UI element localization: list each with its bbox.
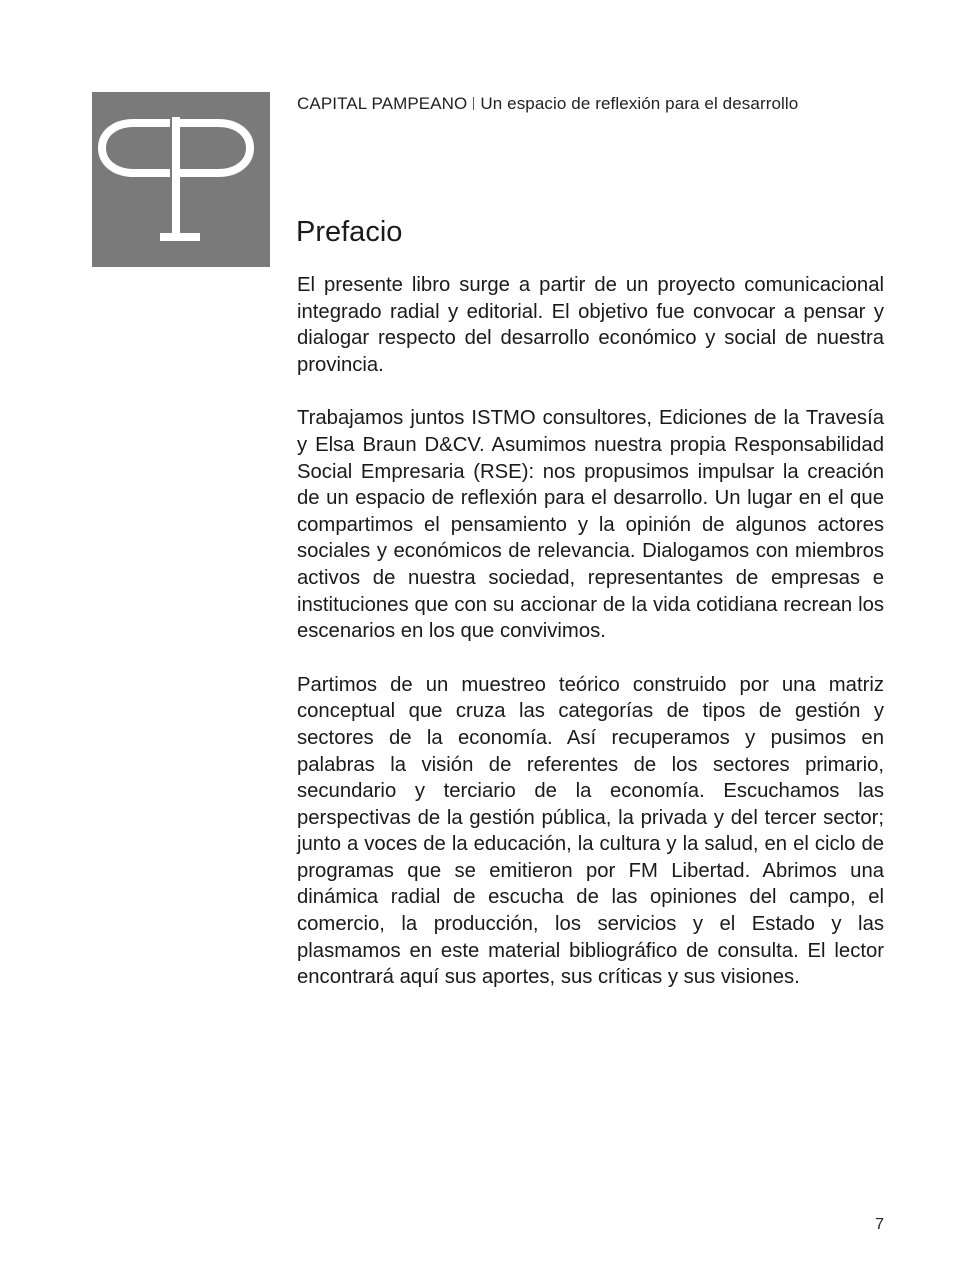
running-header bbox=[297, 94, 798, 114]
header-separator bbox=[473, 97, 474, 110]
paragraph-3: Partimos de un muestreo teórico construido por una matriz conceptual que cruza las categorías de tipos de gestión y sectores de la economía. Así recuperamos y pusimos en palabras la visión de referentes de los sectores primario, secundario y terciario de la economía. Escuchamos las perspectivas de la gestión pública, la privada y del tercer sector; junto a voces de la educación, la cultura y la salud, en el ciclo de programas que se emitieron por FM Libertad. Abrimos una dinámica radial de escucha de las opiniones del campo, el comercio, la producción, los servicios y el Estado y las plasmamos en este material bibliográfico de consulta. El lector encontrará aquí sus aportes, sus críticas y sus visiones. bbox=[297, 673, 884, 989]
book-subtitle: Un espacio de reflexión para el desarrollo bbox=[480, 94, 799, 113]
cp-logo-mark bbox=[92, 92, 270, 267]
section-title: Prefacio bbox=[296, 216, 403, 248]
page-number: 7 bbox=[875, 1216, 884, 1233]
book-title: CAPITAL PAMPEANO bbox=[297, 94, 468, 113]
body-text bbox=[297, 272, 884, 1018]
paragraph-2: Trabajamos juntos ISTMO consultores, Ediciones de la Travesía y Elsa Braun D&CV. Asumimos nuestra propia Responsabilidad Social Empresaria (RSE): nos propusimos impulsar la creación de un espacio de reflexión para el desarrollo. Un lugar en el que compartimos el pensamiento y la opinión de algunos actores sociales y económicos de relevancia. Dialogamos con miembros activos de nuestra sociedad, representantes de empresas e instituciones que con su accionar de la vida cotidiana recrean los escenarios en los que convivimos. bbox=[297, 407, 884, 643]
paragraph-1: El presente libro surge a partir de un proyecto comunicacional integrado radial y editorial. El objetivo fue convocar a pensar y dialogar respecto del desarrollo económico y social de nuestra provincia. bbox=[297, 274, 884, 376]
cp-logo bbox=[92, 92, 270, 267]
